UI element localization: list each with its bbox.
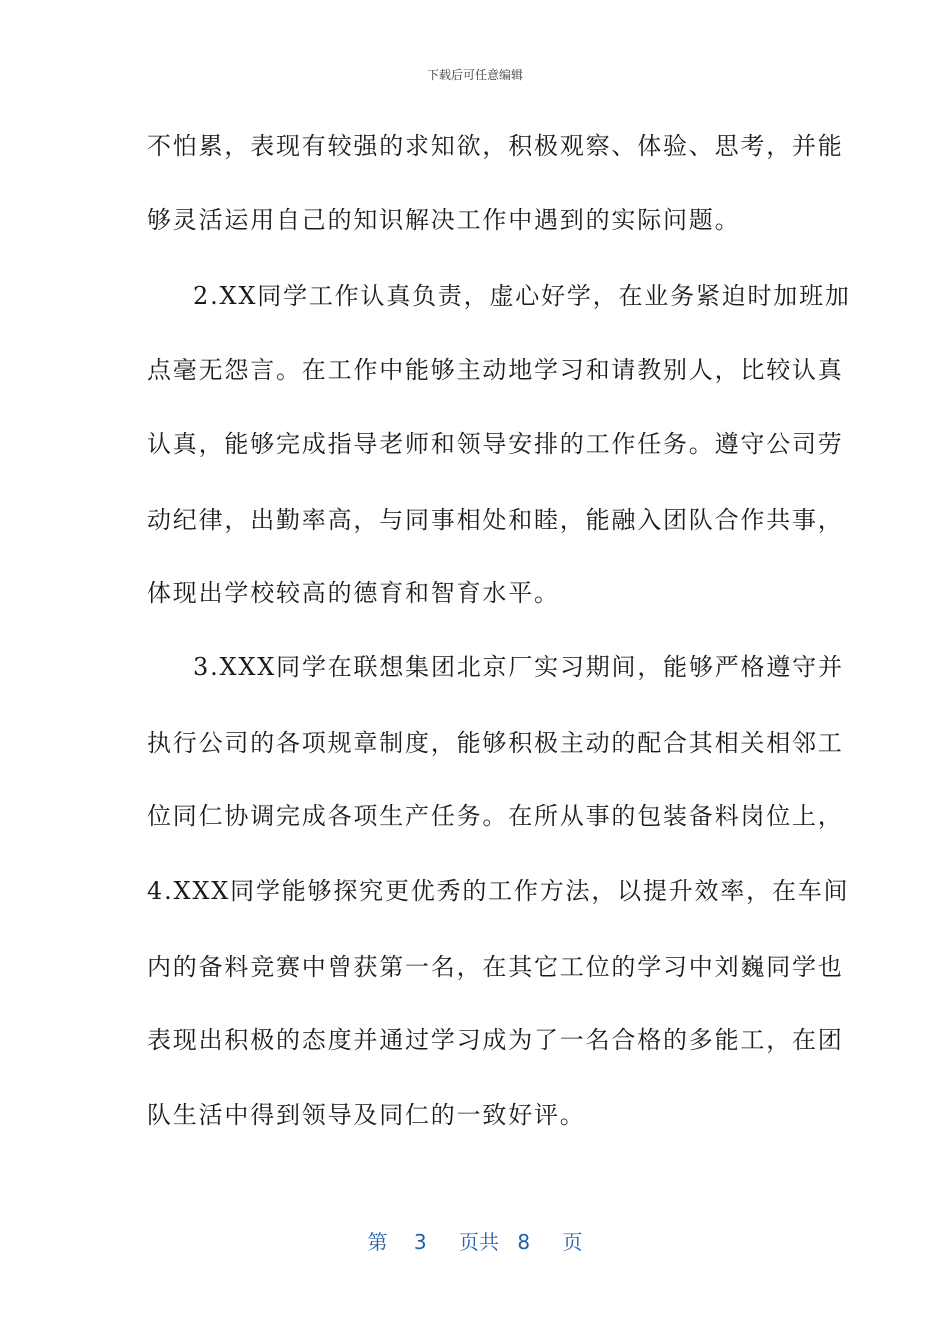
text-line: 位同仁协调完成各项生产任务。在所从事的包装备料岗位上， [147, 802, 844, 830]
header-note: 下载后可任意编辑 [426, 68, 523, 82]
text-line: 不怕累，表现有较强的求知欲，积极观察、体验、思考，并能 [147, 132, 844, 160]
text-line: 体现出学校较高的德育和智育水平。 [147, 579, 560, 607]
text-line: 队生活中得到领导及同仁的一致好评。 [147, 1101, 586, 1129]
text-line: 4.XXX同学能够探究更优秀的工作方法，以提升效率，在车间 [147, 877, 850, 905]
footer-prefix: 第 [367, 1230, 388, 1254]
text-line: 够灵活运用自己的知识解决工作中遇到的实际问题。 [147, 206, 741, 234]
page-footer [0, 1226, 950, 1255]
footer-middle: 页共 [459, 1230, 499, 1254]
text-line: 动纪律，出勤率高，与同事相处和睦，能融入团队合作共事， [147, 506, 844, 534]
text-line: 3.XXX同学在联想集团北京厂实习期间，能够严格遵守并 [193, 653, 844, 681]
text-line: 2.XX同学工作认真负责，虚心好学，在业务紧迫时加班加 [193, 282, 851, 310]
text-line: 表现出积极的态度并通过学习成为了一名合格的多能工，在团 [147, 1026, 844, 1054]
text-line: 点毫无怨言。在工作中能够主动地学习和请教别人，比较认真 [147, 356, 844, 384]
text-line: 认真，能够完成指导老师和领导安排的工作任务。遵守公司劳 [147, 430, 844, 458]
footer-current-page: 3 [413, 1230, 427, 1254]
footer-total-pages: 8 [517, 1230, 531, 1254]
footer-suffix: 页 [562, 1230, 583, 1254]
text-line: 内的备料竞赛中曾获第一名，在其它工位的学习中刘巍同学也 [147, 953, 844, 981]
text-line: 执行公司的各项规章制度，能够积极主动的配合其相关相邻工 [147, 729, 844, 757]
